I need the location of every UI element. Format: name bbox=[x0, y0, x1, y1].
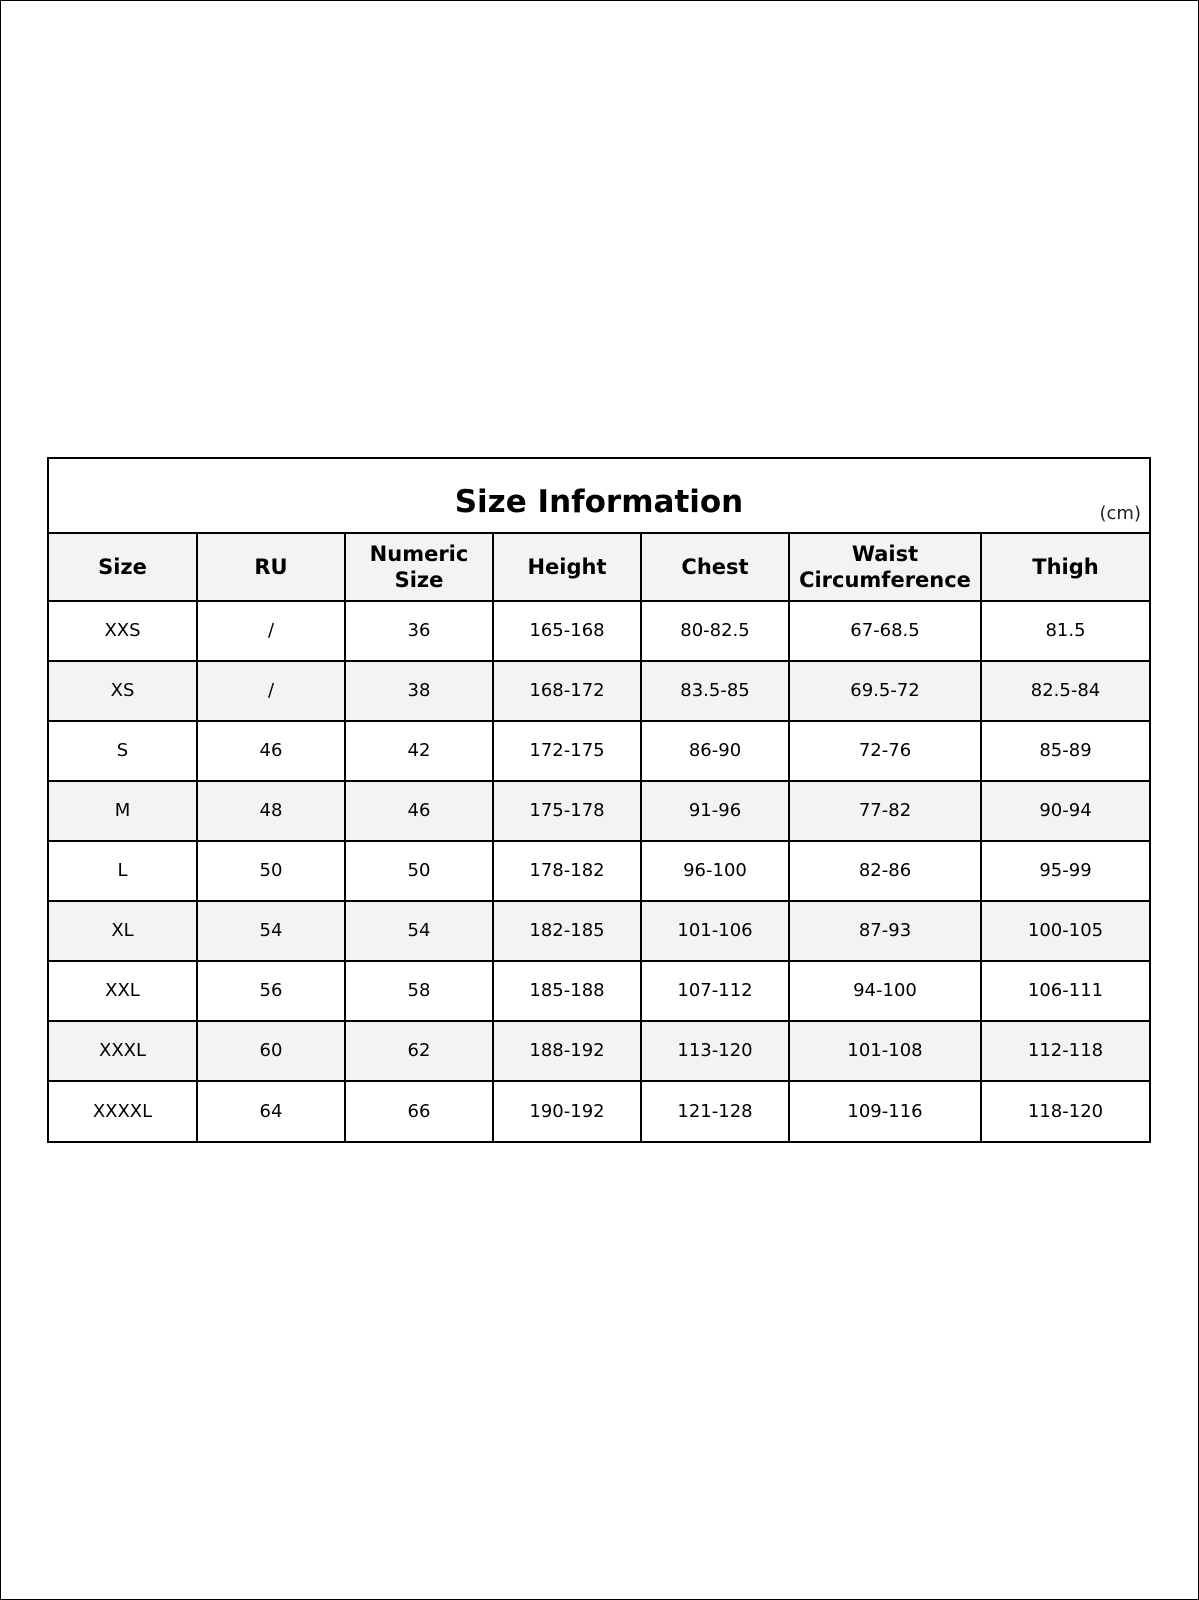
cell-numeric-size: 54 bbox=[345, 901, 493, 961]
cell-ru: 46 bbox=[197, 721, 345, 781]
cell-numeric-size: 36 bbox=[345, 601, 493, 661]
cell-thigh: 85-89 bbox=[981, 721, 1149, 781]
cell-size: XXS bbox=[49, 601, 197, 661]
cell-chest: 121-128 bbox=[641, 1081, 789, 1141]
cell-numeric-size: 66 bbox=[345, 1081, 493, 1141]
cell-thigh: 100-105 bbox=[981, 901, 1149, 961]
size-information-card bbox=[47, 457, 1151, 1143]
column-header-numeric-size: Numeric Size bbox=[345, 534, 493, 601]
column-header-ru: RU bbox=[197, 534, 345, 601]
cell-waist: 87-93 bbox=[789, 901, 981, 961]
cell-waist: 82-86 bbox=[789, 841, 981, 901]
cell-height: 165-168 bbox=[493, 601, 641, 661]
cell-chest: 91-96 bbox=[641, 781, 789, 841]
table-row bbox=[49, 1081, 1149, 1141]
cell-thigh: 81.5 bbox=[981, 601, 1149, 661]
column-header-size: Size bbox=[49, 534, 197, 601]
cell-waist: 101-108 bbox=[789, 1021, 981, 1081]
unit-label: (cm) bbox=[1099, 503, 1141, 524]
table-header-row bbox=[49, 534, 1149, 601]
cell-numeric-size: 50 bbox=[345, 841, 493, 901]
cell-chest: 96-100 bbox=[641, 841, 789, 901]
cell-size: L bbox=[49, 841, 197, 901]
cell-size: XXXXL bbox=[49, 1081, 197, 1141]
cell-thigh: 118-120 bbox=[1027, 1100, 1104, 1122]
cell-ru: / bbox=[197, 661, 345, 721]
cell-size: XL bbox=[49, 901, 197, 961]
cell-numeric-size: 58 bbox=[345, 961, 493, 1021]
cell-size: XXL bbox=[49, 961, 197, 1021]
cell-size: XS bbox=[49, 661, 197, 721]
card-header bbox=[49, 459, 1149, 534]
page-title: Size Information bbox=[454, 484, 744, 520]
cell-waist: 94-100 bbox=[789, 961, 981, 1021]
cell-ru: 64 bbox=[197, 1081, 345, 1141]
cell-thigh: 90-94 bbox=[981, 781, 1149, 841]
cell-numeric-size: 62 bbox=[345, 1021, 493, 1081]
table-row bbox=[49, 661, 1149, 721]
cell-thigh: 106-111 bbox=[981, 961, 1149, 1021]
cell-height: 175-178 bbox=[493, 781, 641, 841]
cell-height: 190-192 bbox=[493, 1081, 641, 1141]
cell-chest: 80-82.5 bbox=[641, 601, 789, 661]
column-header-waist-circumference: Waist Circumference bbox=[789, 534, 981, 601]
cell-height: 172-175 bbox=[493, 721, 641, 781]
cell-waist: 69.5-72 bbox=[789, 661, 981, 721]
table-row bbox=[49, 721, 1149, 781]
cell-height: 178-182 bbox=[493, 841, 641, 901]
cell-thigh: 95-99 bbox=[981, 841, 1149, 901]
cell-numeric-size: 46 bbox=[345, 781, 493, 841]
cell-chest: 83.5-85 bbox=[641, 661, 789, 721]
cell-ru: 56 bbox=[197, 961, 345, 1021]
cell-waist: 77-82 bbox=[789, 781, 981, 841]
table-row bbox=[49, 781, 1149, 841]
cell-chest: 107-112 bbox=[641, 961, 789, 1021]
cell-height: 182-185 bbox=[493, 901, 641, 961]
cell-numeric-size: 38 bbox=[345, 661, 493, 721]
cell-size: M bbox=[49, 781, 197, 841]
cell-height: 168-172 bbox=[493, 661, 641, 721]
cell-waist: 109-116 bbox=[789, 1081, 981, 1141]
cell-chest: 113-120 bbox=[641, 1021, 789, 1081]
cell-ru: 50 bbox=[197, 841, 345, 901]
cell-ru: / bbox=[197, 601, 345, 661]
column-header-height: Height bbox=[493, 534, 641, 601]
cell-size: S bbox=[49, 721, 197, 781]
cell-ru: 60 bbox=[197, 1021, 345, 1081]
cell-size: XXXL bbox=[49, 1021, 197, 1081]
column-header-chest: Chest bbox=[641, 534, 789, 601]
table-row bbox=[49, 601, 1149, 661]
cell-height: 185-188 bbox=[493, 961, 641, 1021]
cell-numeric-size: 42 bbox=[345, 721, 493, 781]
table-row bbox=[49, 1021, 1149, 1081]
size-table bbox=[49, 534, 1149, 1141]
cell-thigh: 112-118 bbox=[981, 1021, 1149, 1081]
table-row bbox=[49, 841, 1149, 901]
cell-ru: 54 bbox=[197, 901, 345, 961]
cell-ru: 48 bbox=[197, 781, 345, 841]
cell-height: 188-192 bbox=[493, 1021, 641, 1081]
cell-waist: 67-68.5 bbox=[789, 601, 981, 661]
column-header-thigh: Thigh bbox=[981, 534, 1149, 601]
table-row bbox=[49, 961, 1149, 1021]
cell-chest: 86-90 bbox=[641, 721, 789, 781]
cell-thigh: 82.5-84 bbox=[981, 661, 1149, 721]
cell-chest: 101-106 bbox=[641, 901, 789, 961]
cell-waist: 72-76 bbox=[789, 721, 981, 781]
table-row bbox=[49, 901, 1149, 961]
